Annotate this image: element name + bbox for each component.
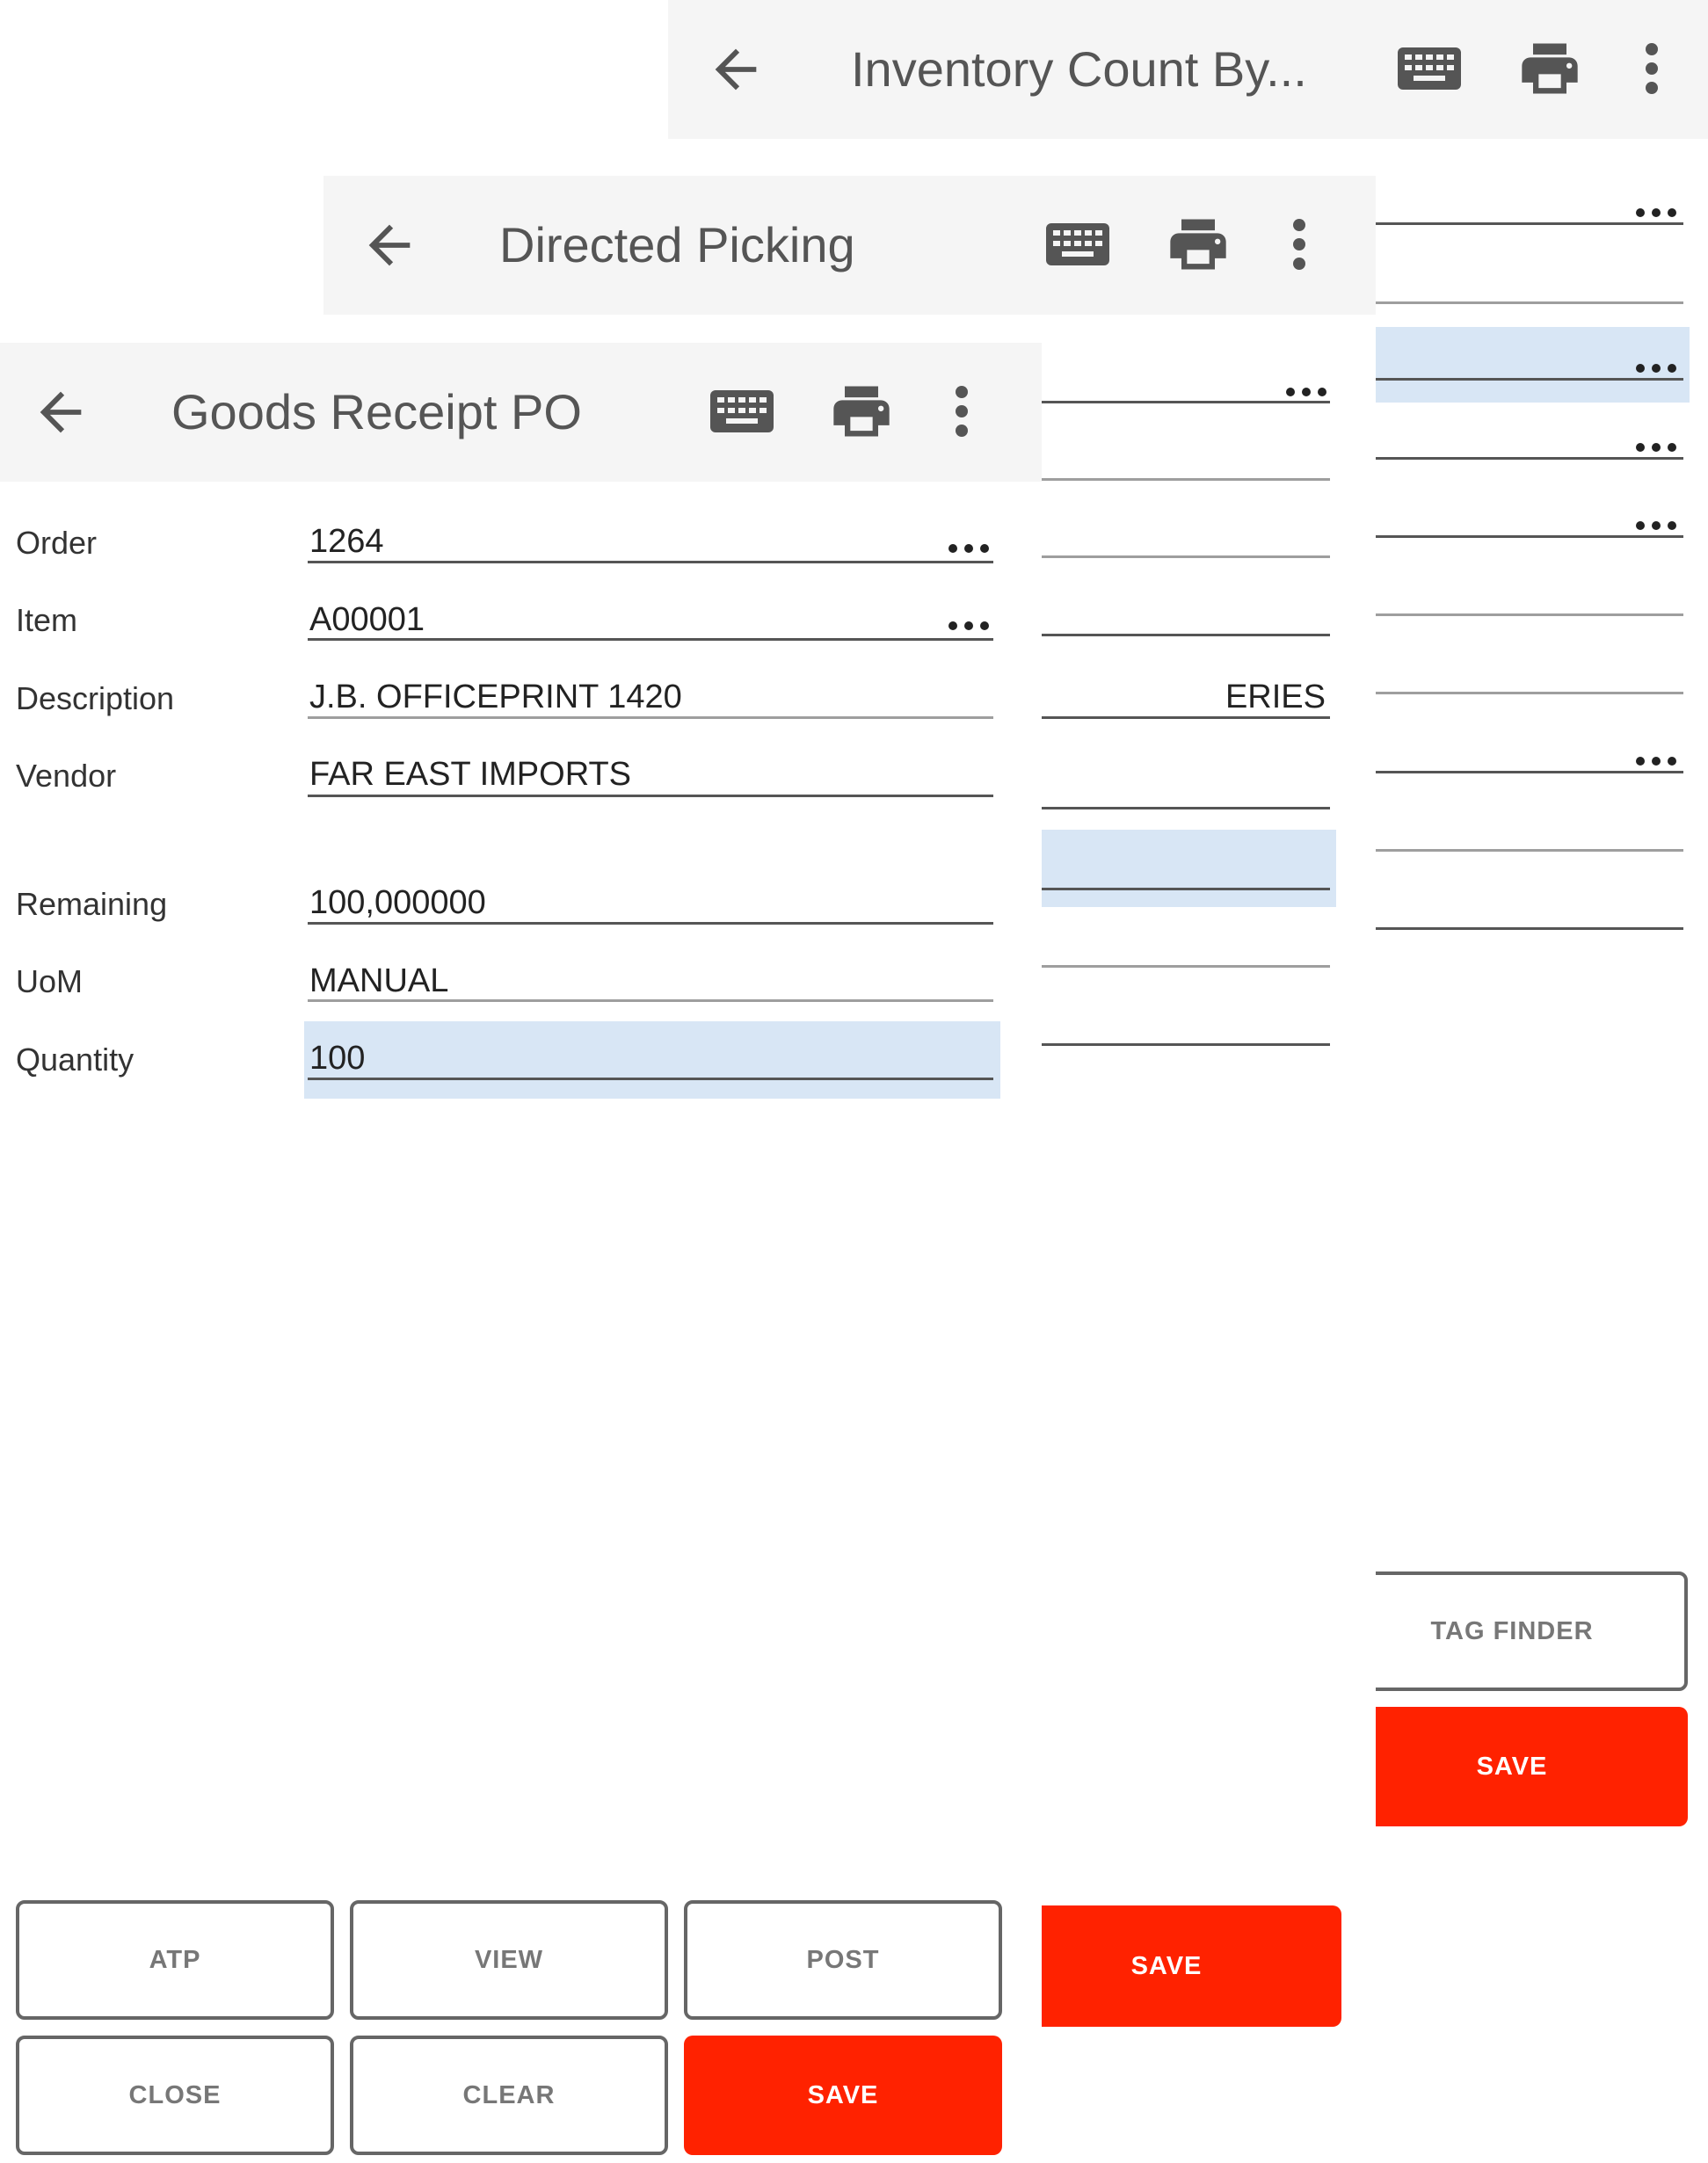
clear-button[interactable]: CLEAR xyxy=(350,2036,668,2155)
back-arrow-icon[interactable] xyxy=(705,39,767,100)
inventory-save-button[interactable]: SAVE xyxy=(1336,1707,1688,1826)
quantity-input[interactable]: 100 xyxy=(309,1040,366,1077)
remaining-value: 100,000000 xyxy=(309,884,486,921)
picking-save-button[interactable]: SAVE xyxy=(992,1905,1341,2027)
picking-field-line[interactable] xyxy=(1027,716,1330,719)
item-value[interactable]: A00001 xyxy=(309,601,425,638)
ellipsis-icon[interactable] xyxy=(1635,442,1677,453)
printer-icon[interactable] xyxy=(1516,35,1583,102)
ellipsis-icon[interactable] xyxy=(1635,520,1677,531)
uom-label: UoM xyxy=(16,963,84,999)
ellipsis-icon[interactable] xyxy=(1635,207,1677,218)
vendor-field-line xyxy=(308,795,993,797)
inventory-field-line[interactable] xyxy=(1371,222,1683,225)
goods-receipt-app-bar xyxy=(0,343,1042,482)
tag-finder-button[interactable]: TAG FINDER xyxy=(1336,1571,1688,1691)
picking-title: Directed Picking xyxy=(499,217,855,272)
inventory-field-line[interactable] xyxy=(1371,613,1683,616)
more-vertical-icon[interactable] xyxy=(1289,216,1310,272)
picking-field-line[interactable] xyxy=(1027,634,1330,636)
quantity-label: Quantity xyxy=(16,1042,134,1078)
picking-partial-value: ERIES xyxy=(1225,679,1326,715)
inventory-field-line[interactable] xyxy=(1371,457,1683,460)
picking-app-bar xyxy=(323,176,1376,315)
inventory-field-line[interactable] xyxy=(1371,849,1683,852)
atp-button[interactable]: ATP xyxy=(16,1900,334,2020)
inventory-field-line[interactable] xyxy=(1371,771,1683,773)
uom-field-line[interactable] xyxy=(308,999,993,1002)
post-button[interactable]: POST xyxy=(684,1900,1002,2020)
goods-receipt-title: Goods Receipt PO xyxy=(171,384,582,439)
quantity-field-line[interactable] xyxy=(308,1078,993,1080)
inventory-app-bar xyxy=(668,0,1708,139)
uom-value[interactable]: MANUAL xyxy=(309,962,449,999)
order-label: Order xyxy=(16,525,98,561)
back-arrow-icon[interactable] xyxy=(359,214,420,276)
remaining-field-line xyxy=(308,922,993,925)
goods-receipt-screen xyxy=(0,343,1042,2163)
quantity-highlight[interactable] xyxy=(304,1021,1000,1099)
vendor-value: FAR EAST IMPORTS xyxy=(309,756,632,793)
picking-highlighted-field[interactable] xyxy=(1027,830,1336,907)
printer-icon[interactable] xyxy=(828,378,895,445)
picking-field-line[interactable] xyxy=(1027,401,1330,403)
vendor-label: Vendor xyxy=(16,758,117,794)
picking-field-line[interactable] xyxy=(1027,478,1330,481)
ellipsis-icon[interactable] xyxy=(1635,756,1677,766)
keyboard-icon[interactable] xyxy=(1044,216,1111,272)
inventory-field-line[interactable] xyxy=(1371,927,1683,930)
keyboard-icon[interactable] xyxy=(709,383,775,439)
picking-field-line[interactable] xyxy=(1027,1043,1330,1046)
picking-field-line[interactable] xyxy=(1027,888,1330,890)
view-button[interactable]: VIEW xyxy=(350,1900,668,2020)
inventory-field-line[interactable] xyxy=(1371,535,1683,538)
keyboard-icon[interactable] xyxy=(1396,40,1463,97)
order-field-line[interactable] xyxy=(308,561,993,563)
ellipsis-icon[interactable] xyxy=(1635,363,1677,374)
picking-field-line[interactable] xyxy=(1027,555,1330,558)
inventory-field-line[interactable] xyxy=(1371,692,1683,694)
description-value: J.B. OFFICEPRINT 1420 xyxy=(309,679,682,715)
more-vertical-icon[interactable] xyxy=(951,383,972,439)
inventory-field-line[interactable] xyxy=(1371,301,1683,304)
close-button[interactable]: CLOSE xyxy=(16,2036,334,2155)
order-value[interactable]: 1264 xyxy=(309,523,384,560)
picking-field-line[interactable] xyxy=(1027,807,1330,809)
description-label: Description xyxy=(16,680,175,716)
inventory-title: Inventory Count By... xyxy=(851,41,1307,97)
printer-icon[interactable] xyxy=(1165,211,1232,278)
inventory-field-line[interactable] xyxy=(1371,378,1683,381)
item-label: Item xyxy=(16,602,78,638)
remaining-label: Remaining xyxy=(16,886,168,922)
picking-field-line[interactable] xyxy=(1027,965,1330,968)
save-button[interactable]: SAVE xyxy=(684,2036,1002,2155)
description-field-line xyxy=(308,716,993,719)
item-field-line[interactable] xyxy=(308,638,993,641)
back-arrow-icon[interactable] xyxy=(30,381,91,443)
ellipsis-icon[interactable] xyxy=(1285,387,1327,397)
item-ellipsis-icon[interactable] xyxy=(948,621,990,631)
more-vertical-icon[interactable] xyxy=(1641,40,1662,97)
order-ellipsis-icon[interactable] xyxy=(948,543,990,554)
